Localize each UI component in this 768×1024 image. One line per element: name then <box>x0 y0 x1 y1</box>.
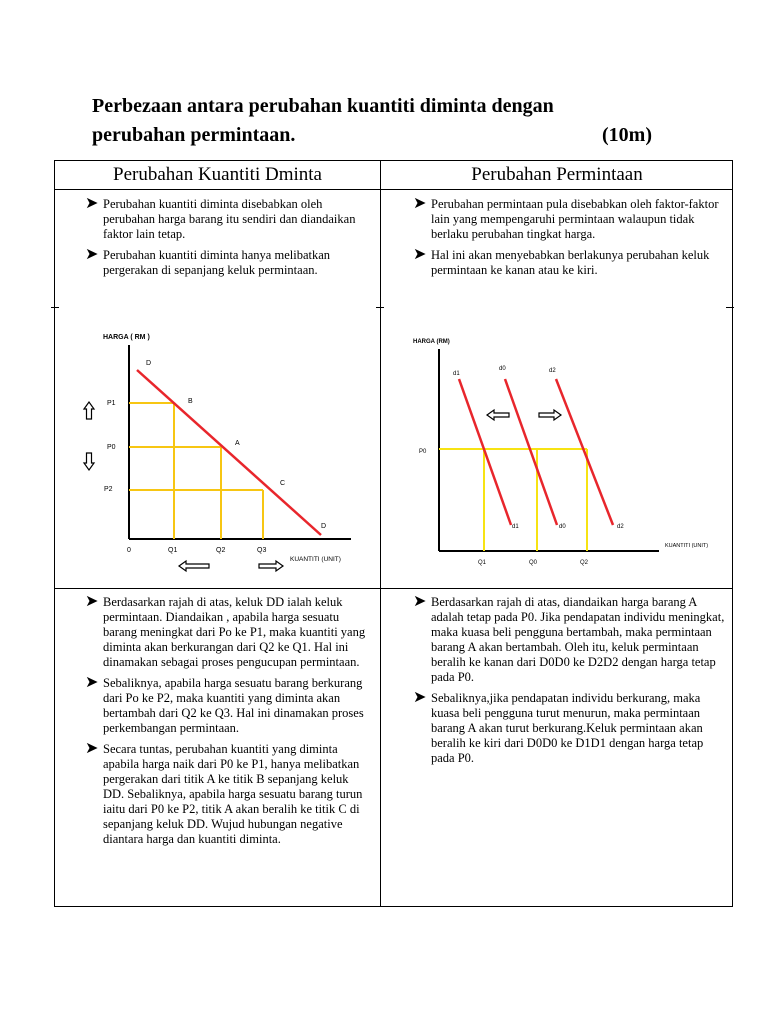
list-item: ➤ Perubahan permintaan pula disebabkan oleh faktor-faktor lain yang mempengaruhi permintaan walaupun tidak berlaku perubahan tingkat harga. <box>413 195 719 241</box>
list-item: ➤ Perubahan kuantiti diminta hanya melibatkan pergerakan di sepanjang keluk permintaan. <box>85 246 331 277</box>
tick-P0: P0 <box>107 444 116 451</box>
right-ylabel: HARGA (RM) <box>413 339 450 345</box>
origin-label: 0 <box>127 547 131 554</box>
arrow-bullet-icon: ➤ <box>413 195 427 212</box>
arrow-bullet-icon: ➤ <box>85 195 99 212</box>
shift-of-demand-curve-diagram <box>391 327 727 577</box>
arrow-bullet-icon: ➤ <box>413 246 427 263</box>
tick-Q3: Q3 <box>257 547 267 554</box>
curve-label-d2-bottom: d2 <box>617 524 624 530</box>
tick-Q1: Q1 <box>168 547 178 554</box>
curve-label-D-top: D <box>146 360 152 367</box>
curve-label-D-bottom: D <box>321 523 327 530</box>
right-bottom-bullets <box>413 595 725 772</box>
left-ylabel: HARGA ( RM ) <box>103 334 150 341</box>
arrow-bullet-icon: ➤ <box>85 674 99 691</box>
title-line-2-text: perubahan permintaan. <box>92 124 296 146</box>
document-title <box>92 92 652 150</box>
right-column-header: Perubahan Permintaan <box>471 164 643 185</box>
arrow-bullet-icon: ➤ <box>413 689 427 706</box>
shift-left-arrow-icon <box>487 410 509 420</box>
point-B-label: B <box>188 398 193 405</box>
tick-Q1-right: Q1 <box>478 560 487 566</box>
right-top-bullets <box>413 197 725 284</box>
point-C-label: C <box>280 480 286 487</box>
list-item: ➤ Secara tuntas, perubahan kuantiti yang diminta apabila harga naik dari P0 ke P1, hanya melibatkan pergerakan dari titik A ke titik B sepanjang keluk DD. Sebaliknya, apabila harga sesuatu barang turun iaitu dari P0 ke P2, titik A akan beralih ke titik C di sepanjang keluk DD. Wujud hubungan negative diantara harga dan kuantiti diminta. <box>85 740 363 846</box>
title-marks: (10m) <box>602 124 652 146</box>
title-line-1: Perbezaan antara perubahan kuantiti diminta dengan <box>92 95 554 117</box>
price-up-arrow-icon <box>84 402 94 419</box>
movement-along-demand-curve-diagram <box>71 323 371 578</box>
column-divider <box>380 161 381 906</box>
row-divider <box>55 588 732 589</box>
point-A-label: A <box>235 440 240 447</box>
row-tick-center <box>376 307 384 308</box>
arrow-bullet-icon: ➤ <box>85 246 99 263</box>
comparison-table <box>54 160 733 907</box>
list-item: ➤ Sebaliknya,jika pendapatan individu berkurang, maka kuasa beli pengguna turut menurun, maka permintaan barang A akan turut berkurang.Keluk permintaan akan beralih ke kiri dari D0D0 ke D1D1 dengan harga tetap pada P0. <box>413 689 704 765</box>
right-xlabel: KUANTITI (UNIT) <box>665 543 709 549</box>
quantity-left-arrow-icon <box>179 561 209 571</box>
left-bottom-bullets <box>85 595 370 853</box>
row-tick-left <box>51 307 59 308</box>
shift-right-arrow-icon <box>539 410 561 420</box>
curve-label-d0-bottom: d0 <box>559 524 566 530</box>
arrow-bullet-icon: ➤ <box>413 593 427 610</box>
quantity-right-arrow-icon <box>259 561 283 571</box>
demand-curve-DD <box>137 370 321 535</box>
right-guide-lines <box>439 449 587 551</box>
list-item: ➤ Hal ini akan menyebabkan berlakunya perubahan keluk permintaan ke kanan atau ke kiri. <box>413 246 710 277</box>
tick-Q2: Q2 <box>216 547 226 554</box>
row-tick-right <box>726 307 734 308</box>
header-divider <box>55 189 732 190</box>
arrow-bullet-icon: ➤ <box>85 593 99 610</box>
price-down-arrow-icon <box>84 453 94 470</box>
curve-label-d1-top: d1 <box>453 371 460 377</box>
left-xlabel: KUANTITI (UNIT) <box>290 556 341 563</box>
title-line-2 <box>92 121 652 150</box>
list-item: ➤ Sebaliknya, apabila harga sesuatu barang berkurang dari Po ke P2, maka kuantiti yang diminta akan bertambah dari Q2 ke Q3. Hal ini dinamakan proses perkembangan permintaan. <box>85 674 364 735</box>
curve-label-d0-top: d0 <box>499 366 506 372</box>
demand-curve-d0 <box>505 379 557 525</box>
tick-P0-right: P0 <box>419 449 427 455</box>
list-item: ➤ Berdasarkan rajah di atas, diandaikan harga barang A adalah tetap pada P0. Jika pendapatan individu meningkat, maka kuasa beli pengguna bertambah, maka permintaan barang A akan bertambah. Oleh itu, keluk permintaan beralih ke kanan dari D0D0 ke D2D2 dengan harga tetap pada P0. <box>413 593 725 684</box>
tick-Q2-right: Q2 <box>580 560 589 566</box>
demand-curve-d2 <box>556 379 613 525</box>
list-item: ➤ Perubahan kuantiti diminta disebabkan oleh perubahan harga barang itu sendiri dan diandaikan faktor lain tetap. <box>85 195 356 241</box>
left-top-bullets <box>85 197 370 284</box>
curve-label-d1-bottom: d1 <box>512 524 519 530</box>
left-column-header: Perubahan Kuantiti Dminta <box>113 164 322 185</box>
curve-label-d2-top: d2 <box>549 368 556 374</box>
tick-Q0-right: Q0 <box>529 560 538 566</box>
tick-P1: P1 <box>107 400 116 407</box>
tick-P2: P2 <box>104 486 113 493</box>
arrow-bullet-icon: ➤ <box>85 740 99 757</box>
list-item: ➤ Berdasarkan rajah di atas, keluk DD ialah keluk permintaan. Diandaikan , apabila harga sesuatu barang meningkat dari Po ke P1, maka kuantiti yang diminta akan berkurangan dari Q2 ke Q1. Hal ini dinamakan sebagai proses pengucupan permintaan. <box>85 593 366 669</box>
